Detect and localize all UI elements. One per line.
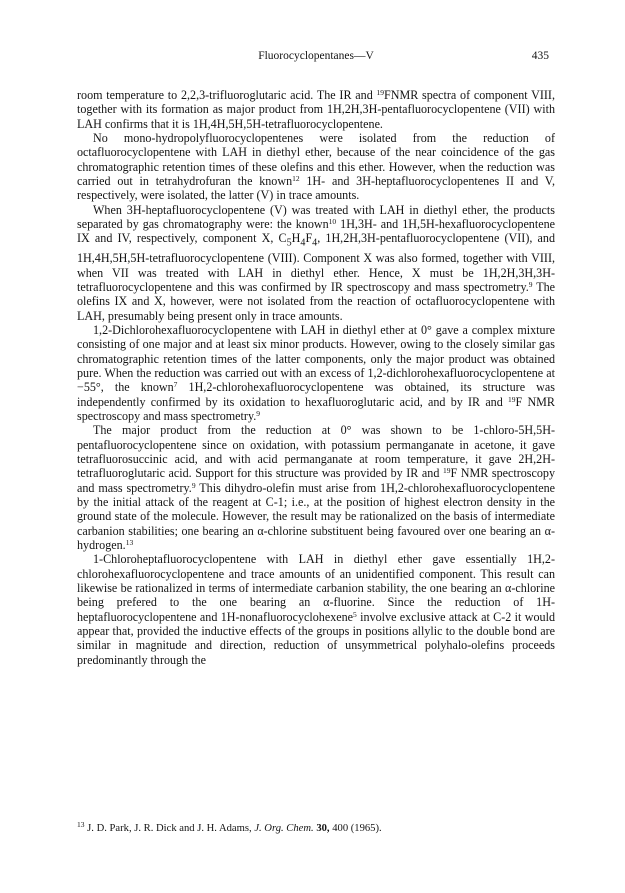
superscript-ref: 9 (191, 480, 196, 490)
paragraph (77, 323, 555, 423)
text-run: The major product from the reduction at 0° was shown to be 1-chloro-5H,5H-pentafluorocyclopentene since on oxidation, with potassium permanganate in acetone, it gave tetrafluorosuccinic acid, and with acid permanganate at room temperature, it gave 2H,2H-tetrafluoroglutaric acid. Support for this structure was provided by IR and (77, 423, 555, 481)
text-run: F (305, 231, 313, 246)
superscript-ref: 7 (173, 380, 178, 390)
running-head (77, 50, 555, 66)
footnote (77, 822, 555, 835)
page-number: 435 (531, 50, 549, 62)
subscript: 4 (300, 237, 306, 249)
footnote-pages-year: 400 (1965). (332, 823, 382, 834)
subscript: 4 (312, 237, 318, 249)
superscript-ref: 12 (292, 174, 300, 184)
superscript-ref: 19 (508, 394, 516, 404)
text-run: H (291, 231, 301, 246)
superscript-ref: 5 (353, 609, 357, 619)
paragraph (77, 423, 555, 552)
journal-page (77, 50, 555, 667)
text-run: 1,2-Dichlorohexafluorocyclopentene with LAH in diethyl ether at 0° gave a complex mixture consisting of one major and at least six minor products. However, owing to the closely similar gas chromatographic retention times of the latter components, only the major product was obtained pure. When the reduction was carried out with an excess of 1,2-dichlorohexafluorocyclopentene at −55°, the known (77, 322, 555, 395)
paragraph (77, 552, 555, 667)
text-run: , 1H,2H,3H-pentafluorocyclopentene (VII), and 1H,4H,5H,5H-tetrafluorocyclopentene (VIII). Component X was also formed, together with VIII, when VII was treated with LAH in diethyl ether. Hence, X must be 1H,2H,3H,3H-tetrafluorocyclopentene and this was confirmed by IR spectroscopy and mass spectrometry. (77, 231, 555, 294)
subscript: 5 (286, 237, 292, 249)
text-run: FNMR spectra of component VIII, together with its formation as major product from 1H,2H,3H-pentafluorocyclopentene (VII) with LAH confirms that it is 1H,4H,5H,5H-tetrafluorocyclopentene. (77, 88, 555, 131)
article-body (77, 88, 555, 667)
paragraph (77, 203, 555, 323)
superscript-ref: 19 (376, 88, 384, 97)
footnote-authors: J. D. Park, J. R. Dick and J. H. Adams, (87, 823, 252, 834)
text-run: 1H,2-chlorohexafluorocyclopentene was obtained, its structure was independently confirmed by its oxidation to hexafluoroglutaric acid, and by IR and (77, 380, 555, 409)
text-run: This dihydro-olefin must arise from 1H,2-chlorohexafluorocyclopentene by the initial attack of the reagent at C-1; i.e., at the position of highest electron density in the ground state of the molecule. However, the result may be rationalized on the basis of intermediate carbanion stabilities; one bearing an α-chlorine substituent being favoured over one bearing an α-hydrogen. (77, 480, 555, 553)
superscript-ref: 9 (528, 279, 533, 289)
text-run: When 3H-heptafluorocyclopentene (V) was treated with LAH in diethyl ether, the products separated by gas chromatography were: the known (77, 202, 555, 232)
text-run: F NMR spectroscopy and mass spectrometry. (77, 394, 555, 423)
running-title: Fluorocyclopentanes—V (258, 50, 374, 62)
superscript-ref: 10 (328, 217, 337, 227)
text-run: The olefins IX and X, however, were not isolated from the reaction of octafluorocyclopentene with LAH, presumably being present only in trace amounts. (77, 279, 555, 323)
footnote-journal: J. Org. Chem. (254, 823, 314, 834)
footnote-volume: 30, (316, 823, 330, 834)
text-run: 1H- and 3H-heptafluorocyclopentenes II and V, respectively, were isolated, the latter (V) in trace amounts. (77, 174, 555, 203)
paragraph (77, 131, 555, 203)
text-run: F NMR spectroscopy and mass spectrometry. (77, 466, 556, 495)
paragraph (77, 88, 555, 131)
superscript-ref: 9 (256, 408, 260, 418)
text-run: involve exclusive attack at C-2 it would appear that, provided the inductive effects of the groups in positions allylic to the double bond are similar in magnitude and direction, reduction of unsymmetrical polyhalo-olefins proceeds predominantly through the (77, 609, 555, 667)
superscript-ref: 19 (442, 466, 451, 476)
superscript-ref: 13 (125, 538, 134, 548)
text-run: 1H,3H- and 1H,5H-hexafluorocyclopentene IX and IV, respectively, component X, C (77, 217, 556, 246)
text-run: No mono-hydropolyfluorocyclopentenes were isolated from the reduction of octafluorocyclopentene with LAH in diethyl ether, because of the near coincidence of the gas chromatographic retention times of these olefins and this ether. However, when the reduction was carried out in tetrahydrofuran the known (77, 131, 555, 189)
text-run: 1-Chloroheptafluorocyclopentene with LAH in diethyl ether gave essentially 1H,2-chlorohexafluorocyclopentene and trace amounts of an unidentified component. This result can likewise be rationalized in terms of intermediate carbanion stability, the one bearing an α-chlorine being prefered to the one bearing an α-fluorine. Since the reduction of 1H-heptafluorocyclopentene and 1H-nonafluorocyclohexene (77, 552, 555, 624)
text-run: room temperature to 2,2,3-trifluoroglutaric acid. The IR and (77, 88, 377, 102)
footnote-number: 13 (77, 820, 85, 829)
